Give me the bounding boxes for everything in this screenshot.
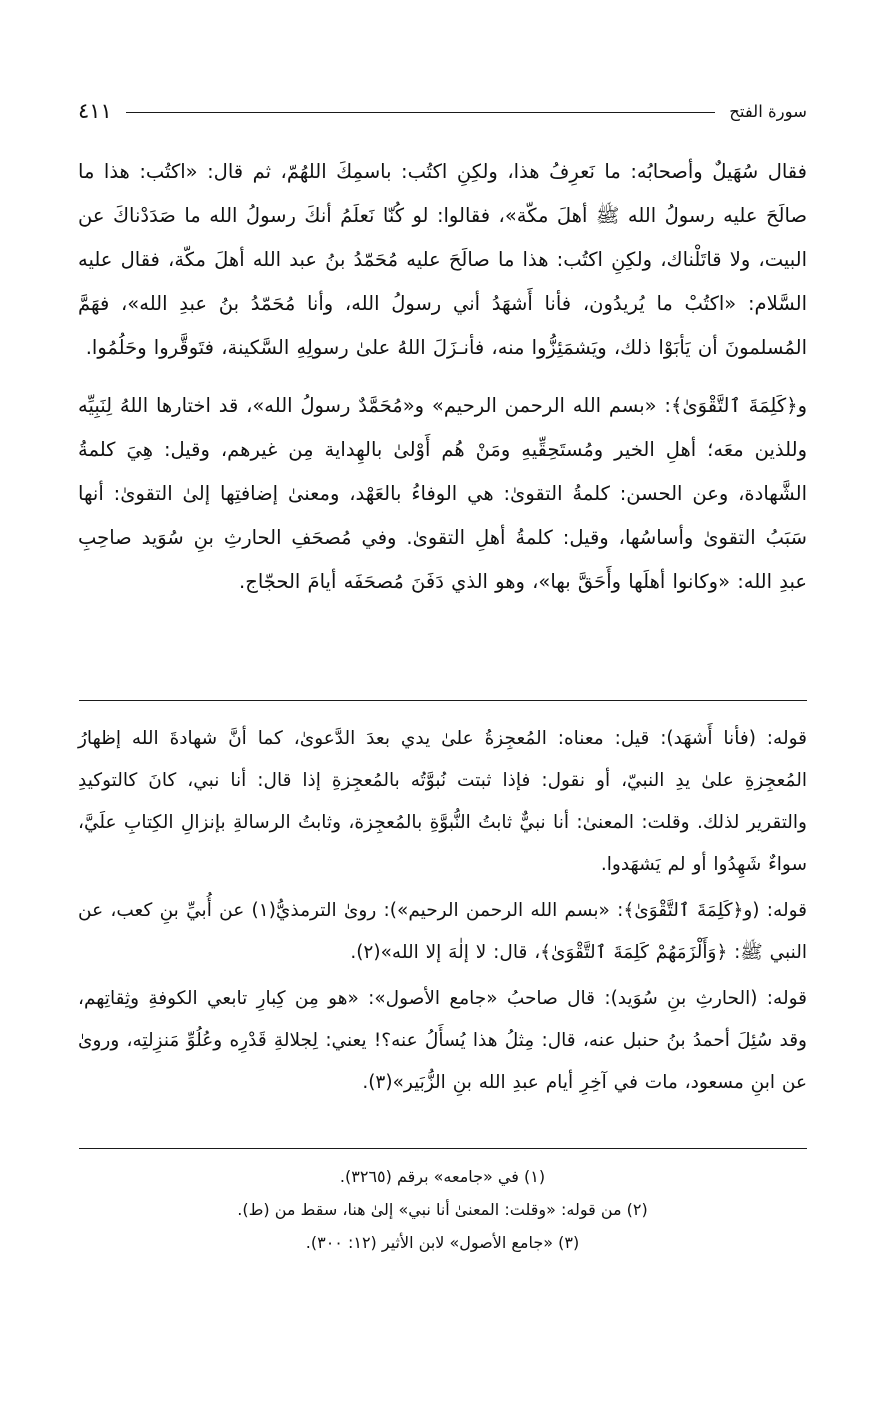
footnote-item: (٢) من قوله: «وقلت: المعنىٰ أنا نبي» إلىٰ هنا، سقط من (ط). <box>237 1200 648 1219</box>
commentary-paragraph: قوله: (فأنا أَشهَد): قيل: معناه: المُعجِزةُ علىٰ يدي بعدَ الدَّعوىٰ، كما أنَّ شهادةَ الله إظهارُ المُعجِزةِ علىٰ يدِ النبيّ، أو نقول: فإذا ثبتت نُبوَّتُه بالمُعجِزةِ إذا قال: أنا نبي، كانَ كالتوكيدِ والتقرير لذلك. وقلت: المعنىٰ: أنا نبيٌّ ثابتُ النُّبوَّةِ بالمُعجِزة، وثابتُ الرسالةِ بإنزالِ الكِتابِ علَيَّ، سواءٌ شَهِدُوا أو لم يَشهَدوا. <box>78 728 807 875</box>
page-header <box>78 96 807 130</box>
footnote-item: (٣) «جامع الأصول» لابن الأثير (١٢: ٣٠٠). <box>305 1233 580 1252</box>
commentary-paragraph: قوله: (الحارثِ بنِ سُوَيد): قال صاحبُ «جامع الأصول»: «هو مِن كِبارِ تابعي الكوفةِ وثِقاتِهم، وقد سُئِلَ أحمدُ بنُ حنبل عنه، قال: مِثلُ هذا يُسأَلُ عنه؟! يعني: لِجلالةِ قَدْرِه وعُلُوِّ مَنزِلتِه، وروىٰ عن ابنِ مسعود، مات في آخِرِ أيام عبدِ الله بنِ الزُّبَير»(٣). <box>78 988 807 1093</box>
commentary-section <box>78 718 807 1108</box>
body-paragraph: و﴿كَلِمَةَ ٱلتَّقْوَىٰ﴾: «بسم الله الرحمن الرحيم» و«مُحَمَّدٌ رسولُ الله»، قد اختارها اللهُ لِنَبِيِّه وللذين معَه؛ أهلِ الخير ومُستَحِقِّيهِ ومَنْ هُم أَوْلىٰ بالهِداية مِن غيرهم، وقيل: هِيَ كلمةُ الشَّهادة، وعن الحسن: كلمةُ التقوىٰ: هي الوفاءُ بالعَهْد، ومعنىٰ إضافتِها إلىٰ التقوىٰ: أنها سَبَبُ التقوىٰ وأساسُها، وقيل: كلمةُ أهلِ التقوىٰ. وفي مُصحَفِ الحارثِ بنِ سُوَيد صاحِبِ عبدِ الله: «وكانوا أهلَها وأَحَقَّ بها»، وهو الذي دَفَنَ مُصحَفَه أيامَ الحجّاج. <box>78 394 807 593</box>
section-divider <box>79 700 807 701</box>
page-number: ٤١١ <box>78 98 112 123</box>
footnotes-section <box>78 1160 807 1259</box>
footnote-divider <box>79 1148 807 1149</box>
main-text <box>78 150 807 614</box>
footnote-item: (١) في «جامعه» برقم (٣٢٦٥). <box>339 1167 546 1186</box>
paragraph-block-1 <box>78 150 807 370</box>
commentary-paragraph: قوله: (و﴿كَلِمَةَ ٱلتَّقْوَىٰ﴾: «بسم الله الرحمن الرحيم»): روىٰ الترمذيُّ(١) عن أُبيِّ بنِ كعب، عن النبي ﷺ: ﴿وَأَلْزَمَهُمْ كَلِمَةَ ٱلتَّقْوَىٰ﴾، قال: لا إلٰهَ إلا الله»(٢). <box>78 900 807 963</box>
sura-title: سورة الفتح <box>729 102 807 121</box>
header-rule <box>126 112 715 113</box>
paragraph-block-2 <box>78 384 807 604</box>
body-paragraph: فقال سُهَيلٌ وأصحابُه: ما نَعرِفُ هذا، ولكِنِ اكتُب: باسمِكَ اللهُمّ، ثم قال: «اكتُب: هذا ما صالَحَ عليه رسولُ الله ﷺ أهلَ مكّة»، فقالوا: لو كُنّا نَعلَمُ أنكَ رسولُ الله ما صَدَدْناكَ عن البيت، ولا قاتَلْناك، ولكِنِ اكتُب: هذا ما صالَحَ عليه مُحَمّدُ بنُ عبد الله أهلَ مكّة، فقال عليه السَّلام: «اكتُبْ ما يُريدُون، فأنا أَشهَدُ أني رسولُ الله، وأنا مُحَمّدُ بنُ عبدِ الله»، فهَمَّ المُسلمونَ أن يَأبَوْا ذلك، ويَشمَئِزُّوا منه، فأنـزَلَ اللهُ علىٰ رسولِهِ السَّكينة، فتَوقَّروا وحَلُمُوا. <box>78 160 807 359</box>
